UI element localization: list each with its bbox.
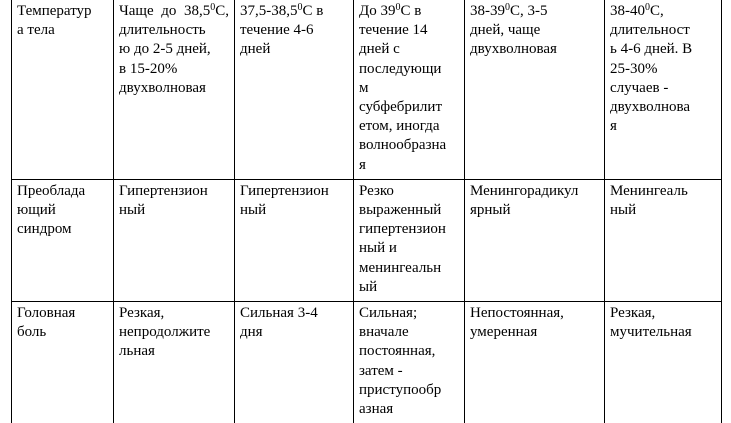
cell-text: 38-40 [610,3,645,19]
table-cell: Гипертензион ный [114,179,235,301]
degree-superscript: 0 [645,2,650,13]
row-label-syndrome: Преоблада ющий синдром [12,179,114,301]
degree-superscript: 0 [297,2,303,13]
table-cell: Гипертензион ный [235,179,354,301]
row-label-headache: Головная боль [12,302,114,423]
degree-superscript: 0 [505,2,510,13]
table-row-syndrome [12,179,722,301]
row-label-temperature: Температур а тела [12,0,114,179]
table-cell: Резко выраженный гипертензион ный и менингеальн ый [354,179,465,301]
cell-text: До 39 [359,3,396,19]
table-cell [605,0,722,179]
cell-text-continued: С, 3-5 дней, чаще двухволновая [470,3,557,58]
cell-text: 37,5-38,5 [240,3,298,19]
table-cell [235,0,354,179]
degree-superscript: 0 [210,2,216,13]
table-cell: Сильная; вначале постоянная, затем - приступообр азная [354,302,465,423]
cell-text-continued: С, длительность ю до 2-5 дней, в 15-20% двухволновая [119,3,229,96]
table-cell [465,0,605,179]
table-row-headache [12,302,722,423]
cell-text-continued: С в течение 14 дней с последующи м субфебрилит етом, иногда волнообразна я [359,3,447,173]
table-cell: Сильная 3-4 дня [235,302,354,423]
clinical-comparison-table [11,0,722,423]
cell-text: 38-39 [470,3,505,19]
table-cell: Резкая, мучительная [605,302,722,423]
table-cell [354,0,465,179]
cell-text-continued: С, длительност ь 4-6 дней. В 25-30% случаев - двухволнова я [610,3,693,135]
table-cell: Резкая, непродолжите льная [114,302,235,423]
table-row-temperature [12,0,722,179]
degree-superscript: 0 [395,2,401,13]
cell-text-continued: С в течение 4-6 дней [240,3,324,58]
table-cell: Непостоянная, умеренная [465,302,605,423]
cell-text: Чаще до 38,5 [119,3,211,19]
table-cell: Менингорадикул ярный [465,179,605,301]
table-cell [114,0,235,179]
table-cell: Менингеаль ный [605,179,722,301]
